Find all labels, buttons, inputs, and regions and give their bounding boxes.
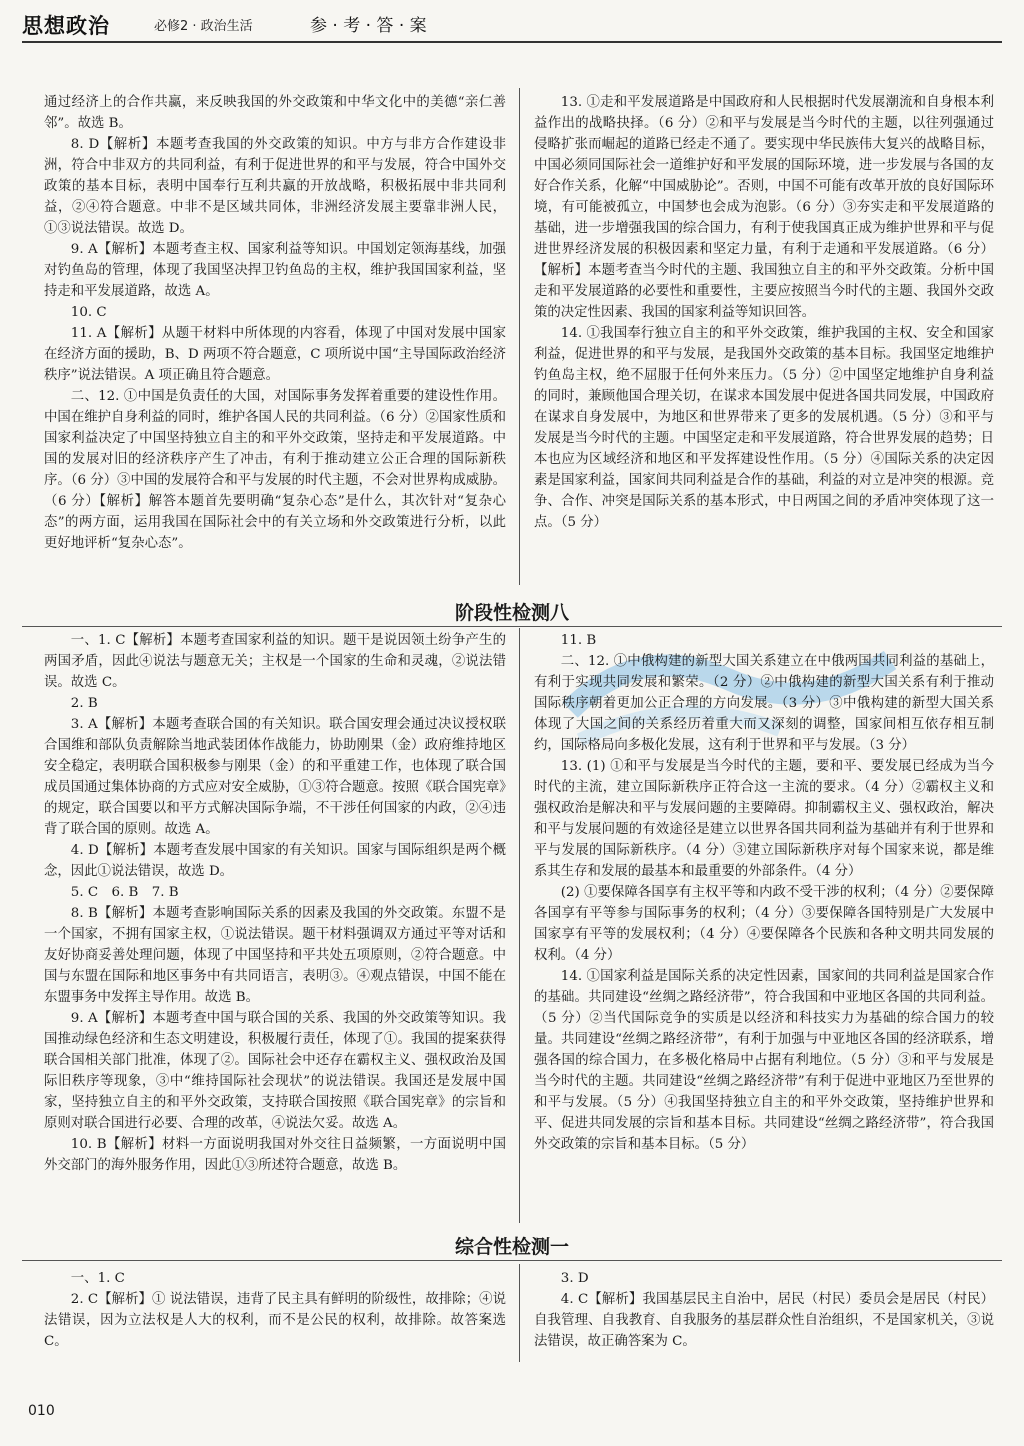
answer-key-label: 参 · 考 · 答 · 案 (310, 16, 427, 36)
section2-right-column (534, 1268, 994, 1352)
paragraph: 3. D (560, 1271, 589, 1286)
paragraph: 9. A【解析】本题考查中国与联合国的关系、我国的外交政策等知识。我国推动绿色经济和生态文明建设，积极履行责任，体现了①。我国的提案获得联合国相关部门批准，体现了②。国际社会中还存在霸权主义、强权政治及国际旧秩序等现象，③中“维持国际社会现状”的说法错误。我国还是发展中国家，坚持独立自主的和平外交政策，支持联合国按照《联合国宪章》的宗旨和原则对联合国进行必要、合理的改革，④说法欠妥。故选 A。 (44, 1011, 506, 1131)
book-brand: 思想政治 (22, 14, 110, 38)
header-rule (22, 41, 1002, 43)
book-subject: 必修2 · 政治生活 (154, 19, 253, 34)
paragraph: 二、12. ①中俄构建的新型大国关系建立在中俄两国共同利益的基础上，有利于实现共同发展和繁荣。（2 分）②中俄构建的新型大国关系有利于推动国际秩序朝着更加公正合理的方向发展。（3 分）③中俄构建的新型大国关系体现了大国之间的关系经历着重大而又深刻的调整，国家间相互依存相互制约，国际格局向多极化发展，这有利于世界和平与发展。（3 分） (534, 654, 994, 753)
paragraph: 3. A【解析】本题考查联合国的有关知识。联合国安理会通过决议授权联合国维和部队负责解除当地武装团体作战能力，协助刚果（金）政府维持地区安全稳定，表明联合国积极参与刚果（金）的和平重建工作，也体现了联合国成员国通过集体协商的方式应对安全威胁，①③符合题意。按照《联合国宪章》的规定，联合国要以和平方式解决国际争端，不干涉任何国家的内政，②④违背了联合国的原则。故选 A。 (44, 717, 506, 837)
paragraph: 10. C (70, 305, 107, 320)
paragraph: 2. B (70, 696, 98, 711)
paragraph: (2) ①要保障各国享有主权平等和内政不受干涉的权利；（4 分）②要保障各国享有平等参与国际事务的权利；（4 分）③要保障各国特别是广大发展中国家享有平等的发展权利；（4 分）④要保障各个民族和各种文明共同发展的权利。（4 分） (534, 885, 994, 963)
section-title: 阶段性检测八 (454, 602, 569, 624)
column-divider (519, 628, 520, 1223)
paragraph: 通过经济上的合作共赢，来反映我国的外交政策和中华文化中的美德“亲仁善邻”。故选 B。 (44, 95, 506, 131)
section2-left-column (44, 1268, 506, 1352)
paragraph: 9. A【解析】本题考查主权、国家利益等知识。中国划定领海基线，加强对钓鱼岛的管理，体现了我国坚决捍卫钓鱼岛的主权，维护我国国家利益，坚持走和平发展道路，故选 A。 (44, 242, 506, 299)
paragraph: 一、1. C (70, 1271, 125, 1286)
paragraph: 8. B【解析】本题考查影响国际关系的因素及我国的外交政策。东盟不是一个国家，不拥有国家主权，①说法错误。题干材料强调双方通过平等对话和友好协商妥善处理问题，体现了中国坚持和平共处五项原则，②符合题意。中国与东盟在国际和地区事务中有共同语言，表明③。④观点错误，中国不能在东盟事务中发挥主导作用。故选 B。 (44, 906, 506, 1005)
paragraph: 5. C 6. B 7. B (70, 885, 179, 900)
section-rule (22, 1260, 1002, 1261)
page-header (22, 10, 1002, 38)
paragraph: 13. ①走和平发展道路是中国政府和人民根据时代发展潮流和自身根本利益作出的战略抉择。（6 分）②和平与发展是当今时代的主题，以往列强通过侵略扩张而崛起的道路已经走不通了。要实现中华民族伟大复兴的战略目标，中国必须同国际社会一道维护好和平发展的国际环境，进一步发展与各国的友好合作关系，化解“中国威胁论”。否则，中国不可能有改革开放的良好国际环境，有可能被孤立，中国梦也会成为泡影。（6 分）③夯实走和平发展道路的基础，进一步增强我国的综合国力，有利于使我国真正成为维护世界和平与促进世界经济发展的积极因素和坚定力量，有利于走通和平发展道路。（6 分）【解析】本题考查当今时代的主题、我国独立自主的和平外交政策。分析中国走和平发展道路的必要性和重要性，主要应按照当今时代的主题、我国外交政策的决定性因素、我国的国家利益等知识回答。 (534, 95, 994, 320)
paragraph: 一、1. C【解析】本题考查国家利益的知识。题干是说因领土纷争产生的两国矛盾，因此④说法与题意无关；主权是一个国家的生命和灵魂，②说法错误。故选 C。 (44, 633, 506, 690)
page-number: 010 (28, 1403, 55, 1419)
paragraph: 8. D【解析】本题考查我国的外交政策的知识。中方与非方合作建设非洲，符合中非双方的共同利益，有利于促进世界的和平与发展，符合中国外交政策的基本目标，表明中国奉行互利共赢的开放战略，积极拓展中非共同利益，②④符合题意。中非不是区域共同体，非洲经济发展主要靠非洲人民，①③说法错误。故选 D。 (44, 137, 506, 236)
paragraph: 13. (1) ①和平与发展是当今时代的主题，要和平、要发展已经成为当今时代的主流，建立国际新秩序正符合这一主流的要求。（4 分）②霸权主义和强权政治是解决和平与发展问题的主要障碍。抑制霸权主义、强权政治，解决和平与发展问题的有效途径是建立以世界各国共同利益为基础并有利于世界和平与发展的国际新秩序。（4 分）③建立国际新秩序对每个国家来说，都是维系其生存和发展的最基本和最重要的外部条件。（4 分） (534, 759, 994, 879)
paragraph: 11. B (560, 633, 597, 648)
section1-right-column (534, 630, 994, 1155)
top-right-column (534, 92, 994, 533)
paragraph: 4. D【解析】本题考查发展中国家的有关知识。国家与国际组织是两个概念，因此①说法错误，故选 D。 (44, 843, 506, 879)
top-left-column (44, 92, 506, 554)
paragraph: 14. ①我国奉行独立自主的和平外交政策，维护我国的主权、安全和国家利益，促进世界的和平与发展，是我国外交政策的基本目标。我国坚定地维护钓鱼岛主权，绝不屈服于任何外来压力。（5 分）②中国坚定地维护自身利益的同时，兼顾他国合理关切，在谋求本国发展中促进各国共同发展，中国政府在谋求自身发展中，为地区和世界带来了更多的发展机遇。（5 分）③和平与发展是当今时代的主题。中国坚定走和平发展道路，符合世界发展的趋势；日本也应为区域经济和地区和平发挥建设性作用。（5 分）④国际关系的决定因素是国家利益，国家间共同利益是合作的基础，利益的对立是冲突的根源。竞争、合作、冲突是国际关系的基本形式，中日两国之间的矛盾冲突体现了这一点。（5 分） (534, 326, 994, 530)
paragraph: 14. ①国家利益是国际关系的决定性因素，国家间的共同利益是国家合作的基础。共同建设“丝绸之路经济带”，符合我国和中亚地区各国的共同利益。（5 分）②当代国际竞争的实质是以经济和科技实力为基础的综合国力的较量。共同建设“丝绸之路经济带”，有利于加强与中亚地区各国的经济联系，增强各国的综合国力，在多极化格局中占据有利地位。（5 分）③和平与发展是当今时代的主题。共同建设“丝绸之路经济带”有利于促进中亚地区乃至世界的和平与发展。（5 分）④我国坚持独立自主的和平外交政策，坚持维护世界和平、促进共同发展的宗旨和基本目标。共同建设“丝绸之路经济带”，符合我国外交政策的宗旨和基本目标。（5 分） (534, 969, 994, 1152)
paragraph: 4. C【解析】我国基层民主自治中，居民（村民）委员会是居民（村民）自我管理、自我教育、自我服务的基层群众性自治组织，不是国家机关，③说法错误，故正确答案为 C。 (534, 1292, 994, 1349)
section-title: 综合性检测一 (454, 1236, 569, 1258)
paragraph: 11. A【解析】从题干材料中所体现的内容看，体现了中国对发展中国家在经济方面的援助，B、D 两项不符合题意，C 项所说中国“主导国际政治经济秩序”说法错误。A 项正确且符合题意。 (44, 326, 506, 383)
section1-left-column (44, 630, 506, 1176)
column-divider (519, 1264, 520, 1362)
paragraph: 二、12. ①中国是负责任的大国，对国际事务发挥着重要的建设性作用。中国在维护自身利益的同时，维护各国人民的共同利益。（6 分）②国家性质和国家利益决定了中国坚持独立自主的和平外交政策，坚持走和平发展道路。中国的发展对旧的经济秩序产生了冲击，有利于推动建立公正合理的国际新秩序。（6 分）③中国的发展符合和平与发展的时代主题，不会对世界构成威胁。（6 分）【解析】解答本题首先要明确“复杂心态”是什么，其次针对“复杂心态”的两方面，运用我国在国际社会中的有关立场和外交政策进行分析，以此更好地评析“复杂心态”。 (44, 389, 506, 551)
column-divider (519, 88, 520, 585)
paragraph: 10. B【解析】材料一方面说明我国对外交往日益频繁，一方面说明中国外交部门的海外服务作用，因此①③所述符合题意，故选 B。 (44, 1137, 506, 1173)
paragraph: 2. C【解析】① 说法错误，违背了民主具有鲜明的阶级性，故排除；④说法错误，因为立法权是人大的权利，而不是公民的权利，故排除。故答案选 C。 (44, 1292, 506, 1349)
